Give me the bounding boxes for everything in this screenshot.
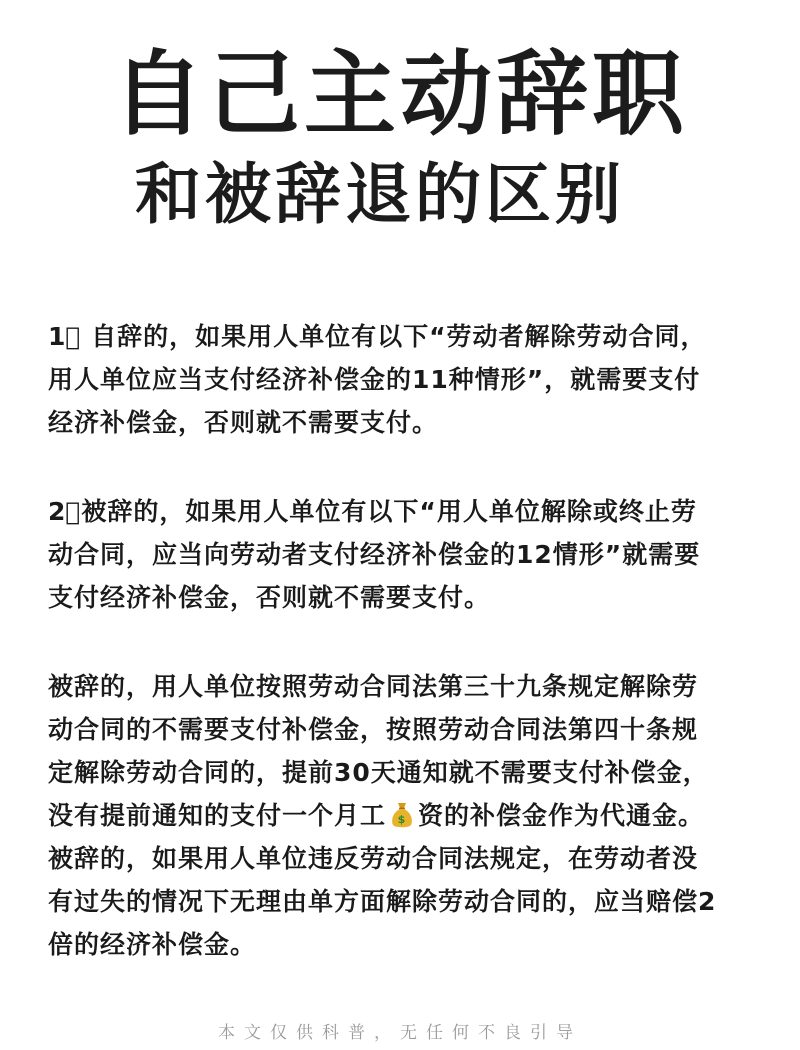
paragraph-line: 被辞的，如果用人单位违反劳动合同法规定，在劳动者没 [48, 844, 699, 873]
paragraph-line: 2⃣被辞的，如果用人单位有以下“用人单位解除或终止劳 [48, 497, 697, 526]
paragraph-self-resign [48, 315, 760, 444]
paragraph-line: 1⃣ 自辞的，如果用人单位有以下“劳动者解除劳动合同， [48, 322, 707, 351]
page-title: 自己主动辞职 [111, 41, 688, 148]
paragraph-line: 被辞的，用人单位按照劳动合同法第三十九条规定解除劳 [48, 672, 699, 701]
paragraph-line: 支付经济补偿金，否则就不需要支付。 [48, 583, 491, 612]
paragraph-line [48, 794, 760, 837]
paragraph-line: 动合同的不需要支付补偿金，按照劳动合同法第四十条规 [48, 715, 699, 744]
disclaimer-footer: 本文仅供科普，无任何不良引导 [218, 1023, 582, 1043]
paragraph-line: 用人单位应当支付经济补偿金的11种情形”，就需要支付 [48, 365, 701, 394]
paragraph-line: 经济补偿金，否则就不需要支付。 [48, 408, 439, 437]
paragraph-line: 有过失的情况下无理由单方面解除劳动合同的，应当赔偿2 [48, 887, 717, 916]
page-subtitle: 和被辞退的区别 [135, 156, 625, 233]
paragraph-line: 倍的经济补偿金。 [48, 930, 257, 959]
paragraph-dismissal-rules [48, 665, 760, 966]
svg-text:$: $ [397, 813, 407, 826]
paragraph-segment: 没有提前通知的支付一个月工 [48, 801, 387, 830]
paragraph-line: 动合同，应当向劳动者支付经济补偿金的12情形”就需要 [48, 540, 701, 569]
paragraph-line: 定解除劳动合同的，提前30天通知就不需要支付补偿金， [48, 758, 709, 787]
money-bag-icon [390, 801, 414, 829]
paragraph-dismissed [48, 490, 760, 619]
paragraph-segment: 资的补偿金作为代通金。 [418, 801, 705, 830]
